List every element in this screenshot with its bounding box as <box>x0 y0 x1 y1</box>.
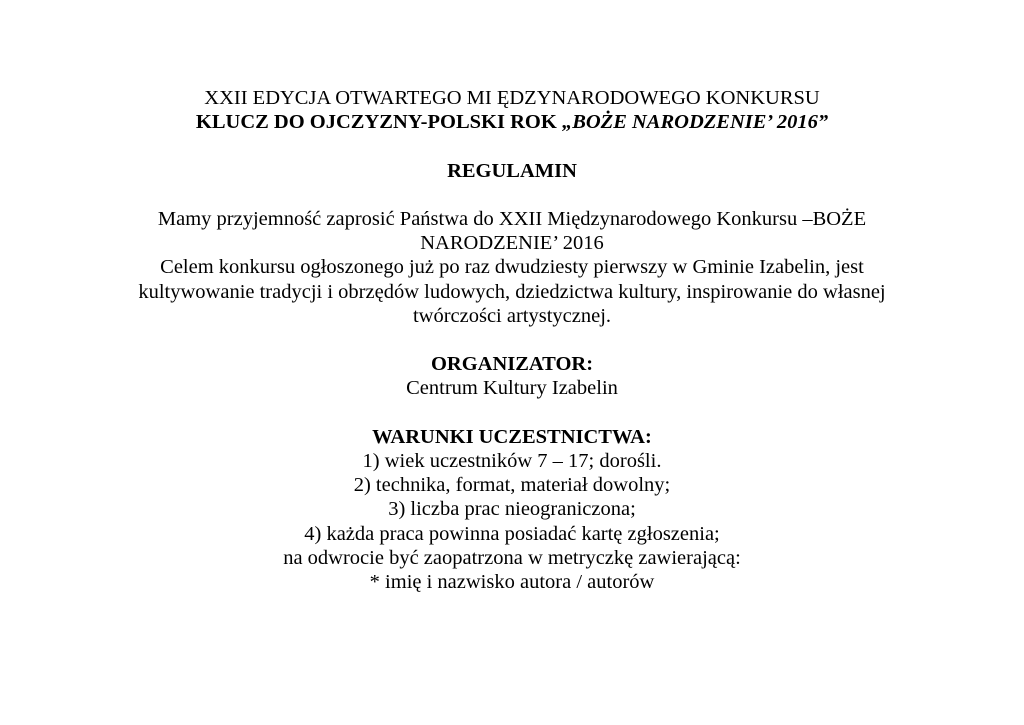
intro-line-1: Mamy przyjemność zaprosić Państwa do XXII Międzynarodowego Konkursu –BOŻE <box>157 207 867 230</box>
organizer-heading: ORGANIZATOR: <box>430 353 594 376</box>
organizer-name: Centrum Kultury Izabelin <box>406 377 618 400</box>
condition-item: 4) każda praca powinna posiadać kartę zgłoszenia; <box>304 522 720 545</box>
condition-item: 3) liczba prac nieograniczona; <box>388 498 636 521</box>
condition-item: 1) wiek uczestników 7 – 17; dorośli. <box>362 449 662 472</box>
goal-line-3: twórczości artystycznej. <box>412 304 612 327</box>
condition-item: na odwrocie być zaopatrzona w metryczkę zawierającą: <box>283 546 741 569</box>
condition-item: 2) technika, format, materiał dowolny; <box>353 474 671 497</box>
condition-item: * imię i nazwisko autora / autorów <box>369 571 655 593</box>
spacer <box>0 328 1024 352</box>
intro-line-2: NARODZENIE’ 2016 <box>420 232 604 255</box>
goal-line-1: Celem konkursu ogłoszonego już po raz dwudziesty pierwszy w Gminie Izabelin, jest <box>160 256 864 279</box>
contest-edition-title: XXII EDYCJA OTWARTEGO MI ĘDZYNARODOWEGO KONKURSU <box>204 87 820 109</box>
spacer <box>0 183 1024 207</box>
regulamin-heading: REGULAMIN <box>447 159 577 182</box>
goal-line-2: kultywowanie tradycji i obrzędów ludowych, dziedzictwa kultury, inspirowanie do własnej <box>138 280 886 303</box>
contest-name-italic: „BOŻE NARODZENIE’ 2016” <box>561 111 829 134</box>
spacer <box>0 401 1024 425</box>
conditions-heading: WARUNKI UCZESTNICTWA: <box>372 425 652 448</box>
spacer <box>0 134 1024 158</box>
contest-name-title <box>0 110 1024 134</box>
contest-name-prefix: KLUCZ DO OJCZYZNY-POLSKI ROK <box>195 111 562 134</box>
